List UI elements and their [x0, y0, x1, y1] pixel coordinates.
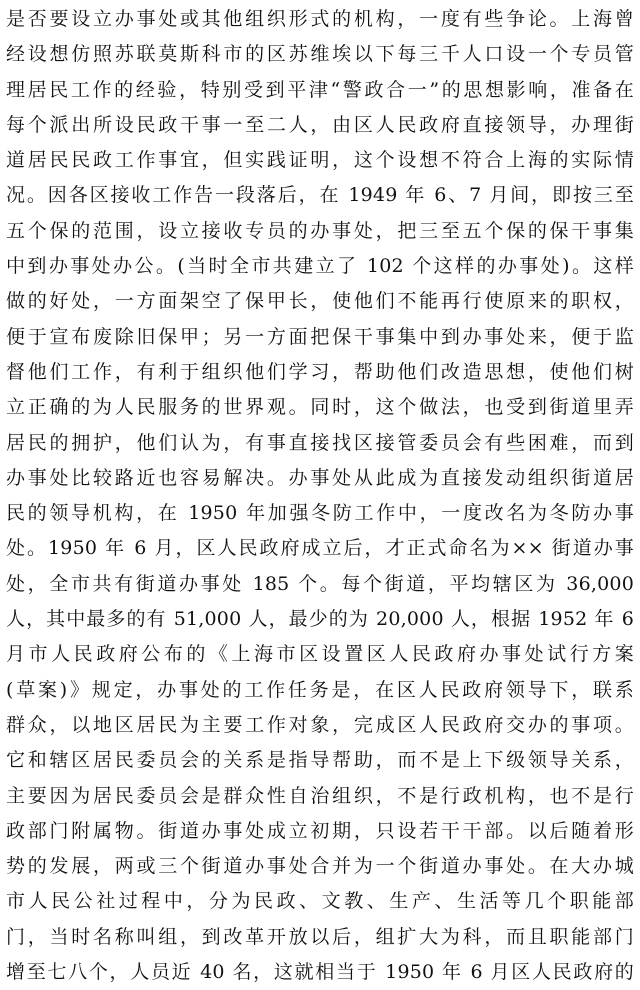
- text-line: 立正确的为人民服务的世界观。同时，这个做法，也受到街道里弄: [6, 396, 634, 419]
- text-line: 势的发展，两或三个街道办事处合并为一个街道办事处。在大办城: [6, 855, 634, 878]
- text-line: (草案)》规定，办事处的工作任务是，在区人民政府领导下，联系: [6, 678, 634, 701]
- text-line: 处，全市共有街道办事处 185 个。每个街道，平均辖区为 36,000: [6, 572, 634, 595]
- text-line: 是否要设立办事处或其他组织形式的机构，一度有些争论。上海曾: [6, 8, 634, 30]
- text-line: 便于宣布废除旧保甲；另一方面把保干事集中到办事处来，便于监: [6, 325, 634, 348]
- text-line: 政部门附属物。街道办事处成立初期，只设若干干部。以后随着形: [6, 819, 634, 842]
- text-line: 理居民工作的经验，特别受到平津“警政合一”的思想影响，准备在: [6, 78, 634, 101]
- text-line: 民的领导机构，在 1950 年加强冬防工作中，一度改名为冬防办事: [6, 502, 634, 525]
- text-line: 增至七八个，人员近 40 名，这就相当于 1950 年 6 月区人民政府的: [6, 961, 634, 984]
- text-line: 门，当时名称叫组，到改革开放以后，组扩大为科，而且职能部门: [6, 925, 634, 948]
- text-line: 月市人民政府公布的《上海市区设置区人民政府办事处试行方案: [6, 643, 634, 666]
- text-line: 经设想仿照苏联莫斯科市的区苏维埃以下每三千人口设一个专员管: [6, 43, 634, 66]
- text-line: 做的好处，一方面架空了保甲长，使他们不能再行使原来的职权，: [6, 290, 634, 313]
- text-line: 市人民公社过程中，分为民政、文教、生产、生活等几个职能部: [6, 890, 634, 913]
- text-line: 五个保的范围，设立接收专员的办事处，把三至五个保的保干事集: [6, 219, 634, 242]
- text-line: 居民的拥护，他们认为，有事直接找区接管委员会有些困难，而到: [6, 431, 634, 454]
- text-line: 处。1950 年 6 月，区人民政府成立后，才正式命名为×× 街道办事: [6, 537, 634, 560]
- text-line: 每个派出所设民政干事一至二人，由区人民政府直接领导，办理街: [6, 113, 634, 136]
- text-line: 中到办事处办公。(当时全市共建立了 102 个这样的办事处)。这样: [6, 255, 634, 278]
- text-line: 道居民民政工作事宜，但实践证明，这个设想不符合上海的实际情: [6, 149, 634, 172]
- text-line: 主要因为居民委员会是群众性自治组织，不是行政机构，也不是行: [6, 784, 634, 807]
- text-line: 办事处比较路近也容易解决。办事处从此成为直接发动组织街道居: [6, 466, 634, 489]
- text-line: 督他们工作，有利于组织他们学习，帮助他们改造思想，使他们树: [6, 360, 634, 383]
- text-line: 它和辖区居民委员会的关系是指导帮助，而不是上下级领导关系，: [6, 749, 634, 772]
- text-line: 群众，以地区居民为主要工作对象，完成区人民政府交办的事项。: [6, 713, 634, 736]
- text-line: 况。因各区接收工作告一段落后，在 1949 年 6、7 月间，即按三至: [6, 184, 634, 207]
- text-line: 人，其中最多的有 51,000 人，最少的为 20,000 人，根据 1952 年 6: [6, 608, 634, 631]
